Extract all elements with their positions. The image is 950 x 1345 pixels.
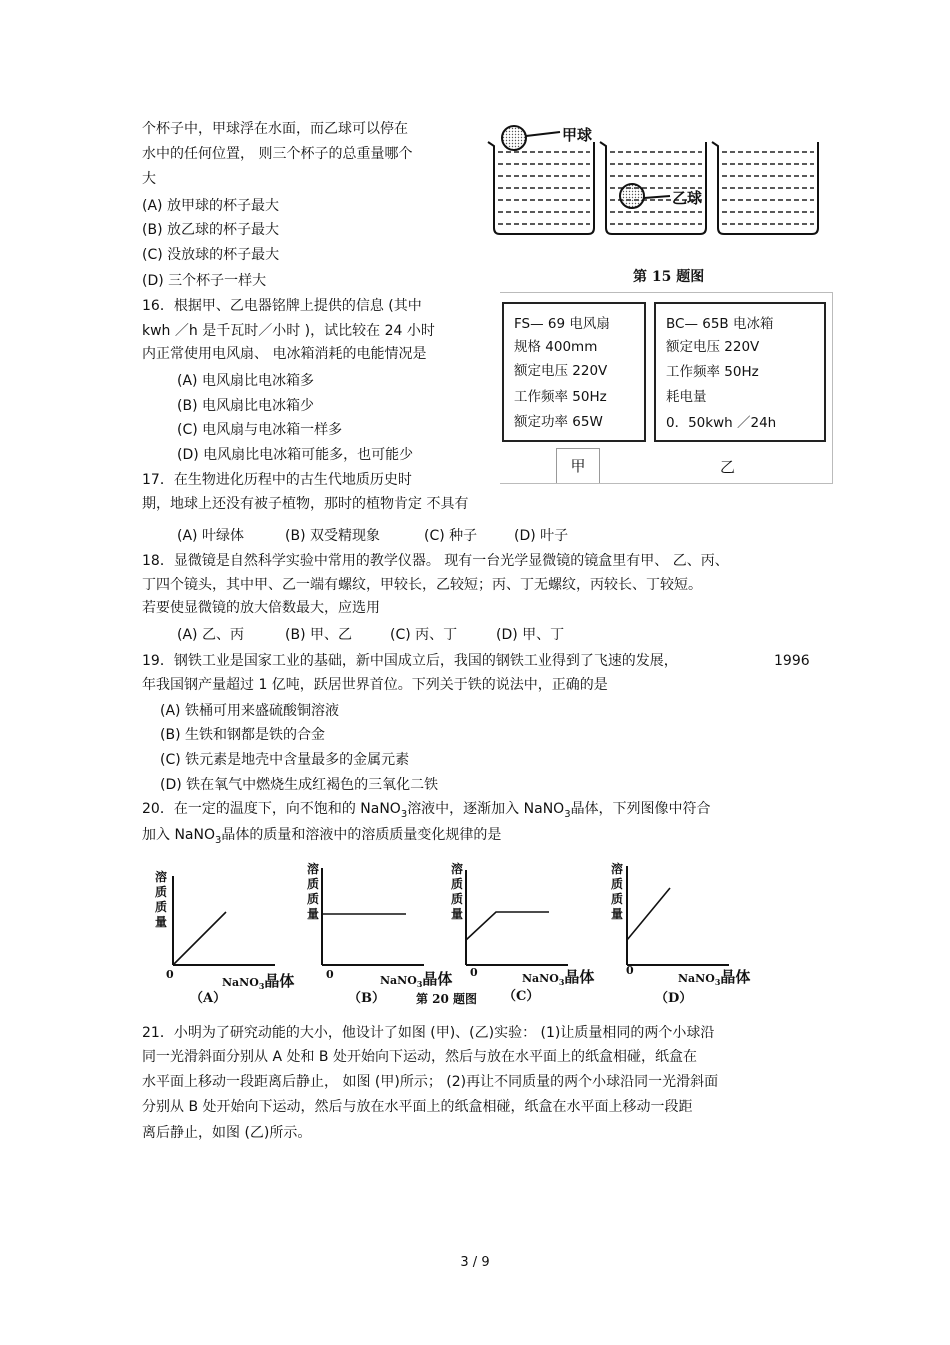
beakers-figure <box>484 118 844 248</box>
graph-b-xlabel: NaNO$_3$晶体 <box>380 970 453 990</box>
plate-jia-line-3: 额定电压 220V <box>514 363 608 379</box>
q15-option-a: (A) 放甲球的杯子最大 <box>142 198 279 214</box>
q18-line-1: 18．显微镜是自然科学实验中常用的教学仪器。 现有一台光学显微镜的镜盒里有甲、 乙、丙、 <box>142 553 729 569</box>
q17-option-c: (C) 种子 <box>424 528 478 544</box>
graph-d-ylabel: 溶 质 质 量 <box>611 862 624 921</box>
q18-line-3: 若要使显微镜的放大倍数最大，应选用 <box>142 600 380 616</box>
q16-line-2: kwh ／h 是千瓦时／小时 )，试比较在 24 小时 <box>142 323 435 339</box>
q15-option-d: (D) 三个杯子一样大 <box>142 273 267 289</box>
graph-b <box>322 868 424 965</box>
q21-line-2: 同一光滑斜面分别从 A 处和 B 处开始向下运动，然后与放在水平面上的纸盒相碰，纸盒在 <box>142 1049 697 1065</box>
plate-jia-line-1: FS— 69 电风扇 <box>514 316 610 332</box>
q18-option-d: (D) 甲、丁 <box>496 627 565 643</box>
q19-option-a: (A) 铁桶可用来盛硫酸铜溶液 <box>160 703 339 719</box>
page-number: 3 / 9 <box>460 1255 490 1270</box>
graph-d-zero: 0 <box>626 964 634 977</box>
ball-jia-icon <box>502 126 526 150</box>
q19-option-c: (C) 铁元素是地壳中含量最多的金属元素 <box>160 752 410 768</box>
graph-c-ylabel: 溶 质 质 量 <box>451 862 464 921</box>
ball-yi-icon <box>620 184 644 208</box>
plate-yi-line-4: 耗电量 <box>666 389 707 405</box>
q15-option-b: (B) 放乙球的杯子最大 <box>142 222 279 238</box>
tab-jia: 甲 <box>556 448 600 483</box>
tab-yi: 乙 <box>720 458 736 476</box>
plate-jia-line-2: 规格 400mm <box>514 339 598 355</box>
q19-line-2: 年我国钢产量超过 1 亿吨，跃居世界首位。下列关于铁的说法中，正确的是 <box>142 677 608 693</box>
graph-d-xlabel: NaNO$_3$晶体 <box>678 968 751 988</box>
fig15-caption: 第 15 题图 <box>633 269 705 285</box>
q18-option-c: (C) 丙、丁 <box>390 627 458 643</box>
graph-d-label: （D） <box>655 991 693 1006</box>
q16-option-a: (A) 电风扇比电冰箱多 <box>177 373 314 389</box>
graph-a-xlabel: NaNO$_3$晶体 <box>222 972 295 992</box>
q17-line-1: 17．在生物进化历程中的古生代地质历史时 <box>142 472 412 488</box>
q16-option-d: (D) 电风扇比电冰箱可能多，也可能少 <box>177 447 414 463</box>
q17-option-d: (D) 叶子 <box>514 528 569 544</box>
graph-a-ylabel: 溶 质 质 量 <box>155 870 168 929</box>
graph-c-label: （C） <box>503 989 540 1004</box>
graph-b-ylabel: 溶 质 质 量 <box>307 862 320 921</box>
q15-line-1: 个杯子中，甲球浮在水面，而乙球可以停在 <box>142 121 408 137</box>
q21-line-3: 水平面上移动一段距离后静止， 如图 (甲)所示； (2)再让不同质量的两个小球沿同一光滑斜面 <box>142 1074 719 1090</box>
graph-b-label: （B） <box>348 991 385 1006</box>
plate-yi-line-1: BC— 65B 电冰箱 <box>666 316 774 332</box>
q17-line-2: 期，地球上还没有被子植物，那时的植物肯定 不具有 <box>142 496 469 512</box>
q15-line-3: 大 <box>142 171 156 187</box>
plate-yi-line-2: 额定电压 220V <box>666 339 760 355</box>
q19-line-1: 19．钢铁工业是国家工业的基础，新中国成立后，我国的钢铁工业得到了飞速的发展， <box>142 653 678 669</box>
graph-c <box>466 870 568 965</box>
q16-line-1: 16．根据甲、乙电器铭牌上提供的信息 (其中 <box>142 298 422 314</box>
plate-jia-line-4: 工作频率 50Hz <box>514 389 607 405</box>
label-yi-ball: 乙球 <box>672 189 703 207</box>
q15-line-2: 水中的任何位置， 则三个杯子的总重量哪个 <box>142 146 413 162</box>
q20-line-2: 加入 NaNO$_3$晶体的质量和溶液中的溶质质量变化规律的是 <box>142 827 502 846</box>
q19-line-1-year: 1996 <box>774 653 810 669</box>
graph-c-zero: 0 <box>470 966 478 979</box>
q20-line-1: 20．在一定的温度下，向不饱和的 NaNO$_3$溶液中，逐渐加入 NaNO$_3$晶体，下列图像中符合 <box>142 801 711 820</box>
graph-a <box>173 876 275 965</box>
q19-option-d: (D) 铁在氧气中燃烧生成红褐色的三氧化二铁 <box>160 777 439 793</box>
graph-a-line <box>173 912 226 965</box>
graph-b-zero: 0 <box>326 968 334 981</box>
graph-d-line <box>627 888 670 940</box>
q16-line-3: 内正常使用电风扇、 电冰箱消耗的电能情况是 <box>142 346 427 362</box>
graph-a-zero: 0 <box>166 968 174 981</box>
fig20-caption: 第 20 题图 <box>416 992 478 1006</box>
plate-yi-line-5: 0．50kwh ／24h <box>666 415 777 431</box>
plate-yi-line-3: 工作频率 50Hz <box>666 364 759 380</box>
graph-a-label: （A） <box>190 991 227 1006</box>
q21-line-1: 21．小明为了研究动能的大小，他设计了如图 (甲)、(乙)实验： (1)让质量相同的两个小球沿 <box>142 1025 715 1041</box>
q16-option-c: (C) 电风扇与电冰箱一样多 <box>177 422 343 438</box>
plate-jia-line-5: 额定功率 65W <box>514 414 603 430</box>
graph-c-line <box>466 912 549 940</box>
q17-option-b: (B) 双受精现象 <box>285 528 380 544</box>
graph-c-xlabel: NaNO$_3$晶体 <box>522 968 595 988</box>
q18-line-2: 丁四个镜头，其中甲、乙一端有螺纹，甲较长，乙较短；丙、丁无螺纹，丙较长、丁较短。 <box>142 577 702 593</box>
q18-option-b: (B) 甲、乙 <box>285 627 352 643</box>
q16-option-b: (B) 电风扇比电冰箱少 <box>177 398 314 414</box>
q21-line-4: 分别从 B 处开始向下运动，然后与放在水平面上的纸盒相碰，纸盒在水平面上移动一段距 <box>142 1099 693 1115</box>
graph-d <box>627 866 729 965</box>
q19-option-b: (B) 生铁和钢都是铁的合金 <box>160 727 325 743</box>
q15-option-c: (C) 没放球的杯子最大 <box>142 247 280 263</box>
q18-option-a: (A) 乙、丙 <box>177 627 244 643</box>
q17-option-a: (A) 叶绿体 <box>177 528 244 544</box>
q21-line-5: 离后静止，如图 (乙)所示。 <box>142 1125 312 1141</box>
label-jia-ball: 甲球 <box>562 126 593 144</box>
